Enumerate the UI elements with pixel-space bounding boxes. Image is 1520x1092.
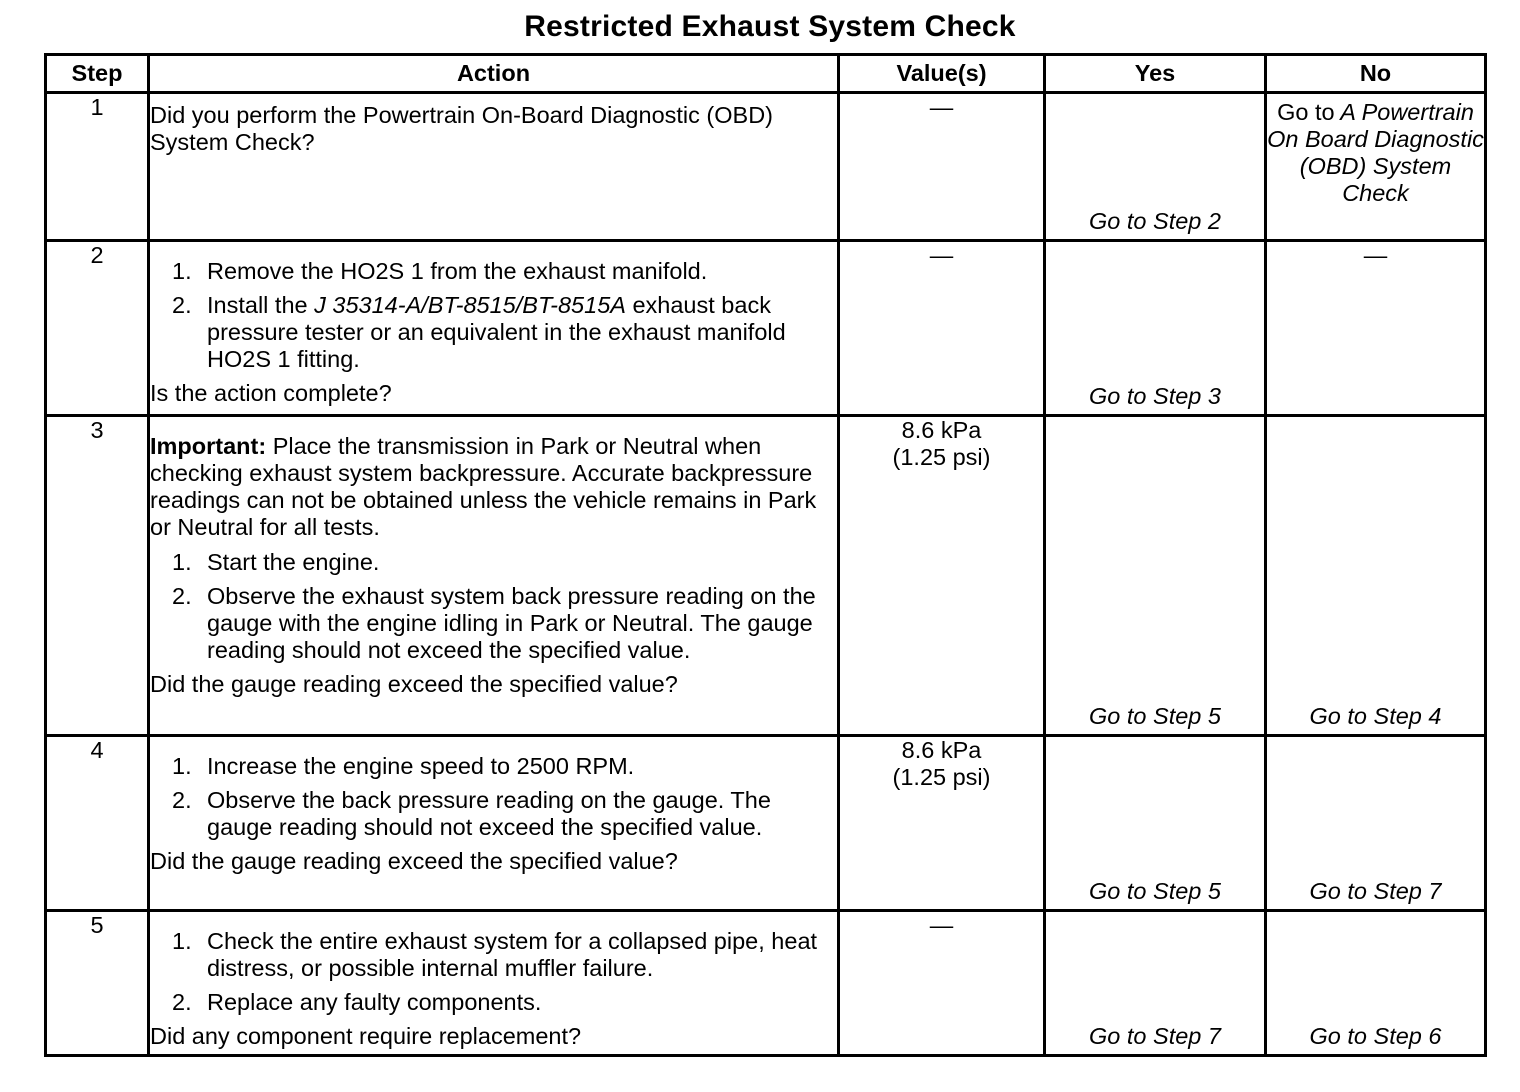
step-number: 5 [46,911,149,1056]
action-step-number: 1. [172,753,192,779]
action-step-number: 1. [172,549,192,575]
action-step [150,549,837,576]
important-text: Place the transmission in Park or Neutral when checking exhaust system backpressure. Accurate backpressure readings can not be obtained unless the vehicle remains in Park or Neutral for all tests. [150,433,817,540]
action-question: Did any component require replacement? [150,1023,582,1049]
action-cell [149,911,839,1056]
action-question: Did you perform the Powertrain On-Board Diagnostic (OBD) System Check? [150,102,773,155]
yes-cell [1045,241,1266,416]
no-cell [1266,93,1486,241]
action-step-text: Check the entire exhaust system for a collapsed pipe, heat distress, or possible internal muffler failure. [207,928,818,981]
action-step [150,583,837,664]
no-cell [1266,736,1486,911]
action-cell [149,93,839,241]
action-question: Did the gauge reading exceed the specified value? [150,671,678,697]
yes-goto: Go to Step 7 [1089,1023,1221,1049]
action-step [150,753,837,780]
action-step [150,292,837,373]
action-question: Did the gauge reading exceed the specified value? [150,848,678,874]
action-steps [150,549,837,664]
table-row [46,93,1486,241]
table-row [46,416,1486,736]
action-steps [150,258,837,373]
action-step-number: 2. [172,787,192,813]
action-step [150,787,837,841]
no-cell [1266,416,1486,736]
header-values: Value(s) [839,55,1045,93]
yes-goto: Go to Step 5 [1089,703,1221,729]
action-step-text: Observe the back pressure reading on the gauge. The gauge reading should not exceed the specified value. [207,787,771,840]
table-row [46,241,1486,416]
tool-number: J 35314-A/BT-8515/BT-8515A [314,292,626,318]
action-question: Is the action complete? [150,380,392,406]
yes-goto: Go to Step 5 [1089,878,1221,904]
header-action: Action [149,55,839,93]
action-steps [150,753,837,841]
action-step-number: 1. [172,928,192,954]
value-cell [839,416,1045,736]
action-step-text: Observe the exhaust system back pressure reading on the gauge with the engine idling in Park or Neutral. The gauge reading should not exceed the specified value. [207,583,816,663]
action-steps [150,928,837,1016]
value-imperial: (1.25 psi) [892,764,991,790]
value-cell: — [839,93,1045,241]
action-step-text-post: exhaust back pressure tester or an equivalent in the exhaust manifold HO2S 1 fitting. [207,292,786,372]
no-cell [1266,911,1486,1056]
action-step-number: 2. [172,583,192,609]
step-number: 3 [46,416,149,736]
important-note [150,433,837,541]
value-metric: 8.6 kPa [901,417,982,443]
action-cell [149,241,839,416]
header-no: No [1266,55,1486,93]
value-cell [839,736,1045,911]
no-goto-lead: Go to [1277,99,1335,125]
step-number: 2 [46,241,149,416]
important-label: Important: [150,433,267,459]
table-row [46,911,1486,1056]
yes-goto: Go to Step 2 [1089,208,1221,234]
action-step [150,989,837,1016]
table-row [46,736,1486,911]
no-goto: Go to Step 4 [1309,703,1442,729]
value-metric: 8.6 kPa [901,737,982,763]
step-number: 4 [46,736,149,911]
action-step [150,258,837,285]
action-cell [149,736,839,911]
action-cell [149,416,839,736]
yes-cell [1045,416,1266,736]
document-title: Restricted Exhaust System Check [524,10,1016,43]
yes-goto: Go to Step 3 [1089,383,1221,409]
header-row [46,55,1486,93]
yes-cell [1045,93,1266,241]
action-step-number: 1. [172,258,192,284]
step-number: 1 [46,93,149,241]
action-step [150,928,837,982]
no-goto-target: A Powertrain On Board Diagnostic (OBD) System Check [1267,99,1484,206]
yes-cell [1045,911,1266,1056]
header-yes: Yes [1045,55,1266,93]
yes-cell [1045,736,1266,911]
value-cell: — [839,911,1045,1056]
no-goto: Go to Step 7 [1309,878,1442,904]
value-imperial: (1.25 psi) [892,444,991,470]
action-step-text: Replace any faulty components. [207,989,542,1015]
action-step-number: 2. [172,989,192,1015]
action-step-text: Remove the HO2S 1 from the exhaust manifold. [207,258,708,284]
header-step: Step [46,55,149,93]
value-cell: — [839,241,1045,416]
diagnostic-table [44,53,1487,1057]
no-goto [1267,94,1484,207]
no-cell: — [1266,241,1486,416]
no-goto: Go to Step 6 [1309,1023,1442,1049]
action-step-text: Increase the engine speed to 2500 RPM. [207,753,635,779]
action-step-number: 2. [172,292,192,318]
action-step-text: Start the engine. [207,549,380,575]
action-step-text-pre: Install the [207,292,315,318]
